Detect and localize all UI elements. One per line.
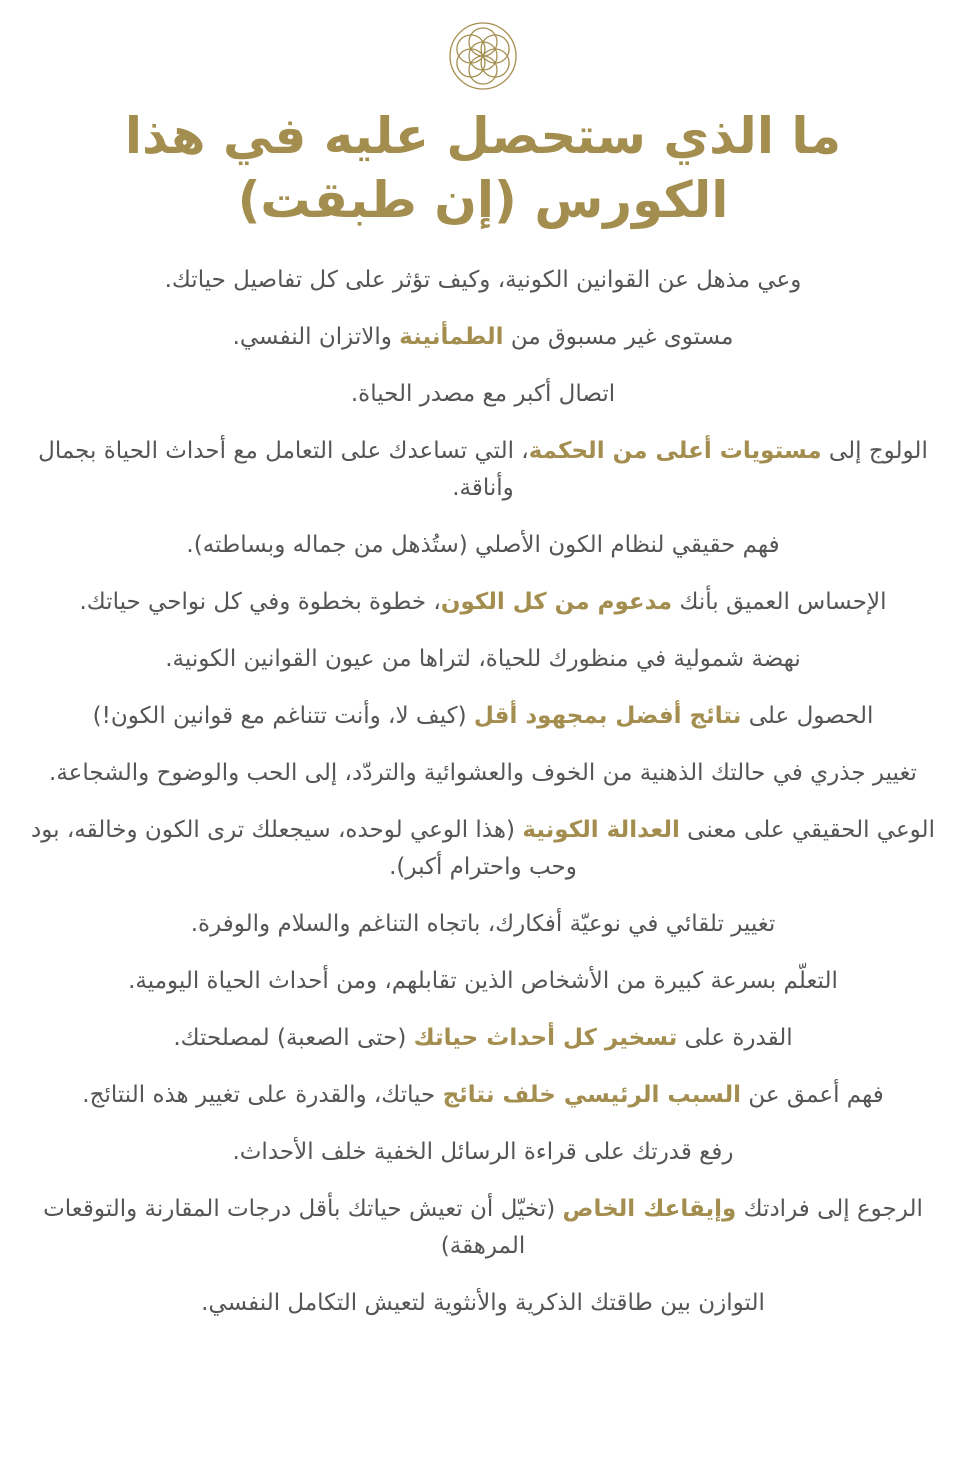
list-item-text: رفع قدرتك على قراءة الرسائل الخفية خلف الأحداث. xyxy=(232,1139,734,1165)
list-item-text: حياتك، والقدرة على تغيير هذه النتائج. xyxy=(82,1082,443,1108)
list-item-highlight: الطمأنينة xyxy=(399,324,504,350)
list-item xyxy=(16,262,950,299)
list-item xyxy=(16,1285,950,1322)
logo xyxy=(0,21,966,91)
list-item-text: التوازن بين طاقتك الذكرية والأنثوية لتعيش التكامل النفسي. xyxy=(201,1290,765,1316)
list-item xyxy=(16,1191,950,1265)
page-title: ما الذي ستحصل عليه في هذا الكورس (إن طبقت) xyxy=(124,107,842,229)
flower-of-life-icon xyxy=(448,21,518,91)
list-item-text: ، خطوة بخطوة وفي كل نواحي حياتك. xyxy=(79,589,441,615)
list-item-text: الرجوع إلى فرادتك xyxy=(736,1196,923,1222)
list-item-text: (تخيّل أن تعيش حياتك بأقل درجات المقارنة والتوقعات المرهقة) xyxy=(43,1196,563,1259)
list-item-text: فهم حقيقي لنظام الكون الأصلي (ستُذهل من جماله وبساطته). xyxy=(186,532,780,558)
list-item xyxy=(16,433,950,507)
list-item xyxy=(16,812,950,886)
list-item-text: القدرة على xyxy=(677,1025,793,1051)
list-item xyxy=(16,698,950,735)
list-item-text: ، التي تساعدك على التعامل مع أحداث الحياة بجمال وأناقة. xyxy=(38,438,529,501)
list-item-text: مستوى غير مسبوق من xyxy=(503,324,734,350)
list-item-text: فهم أعمق عن xyxy=(741,1082,884,1108)
list-item-text: والاتزان النفسي. xyxy=(232,324,400,350)
list-item-text: (حتى الصعبة) لمصلحتك. xyxy=(173,1025,414,1051)
list-item-highlight: وإيقاعك الخاص xyxy=(562,1196,737,1222)
benefits-list xyxy=(16,262,950,1342)
list-item xyxy=(16,376,950,413)
list-item-text: التعلّم بسرعة كبيرة من الأشخاص الذين تقابلهم، ومن أحداث الحياة اليومية. xyxy=(128,968,838,994)
list-item-text: الإحساس العميق بأنك xyxy=(672,589,887,615)
list-item-text: الولوج إلى xyxy=(821,438,928,464)
list-item xyxy=(16,527,950,564)
list-item xyxy=(16,641,950,678)
list-item-text: (هذا الوعي لوحده، سيجعلك ترى الكون وخالقه، بود وحب واحترام أكبر). xyxy=(31,817,577,880)
list-item-text: نهضة شمولية في منظورك للحياة، لتراها من عيون القوانين الكونية. xyxy=(165,646,801,672)
list-item-highlight: تسخير كل أحداث حياتك xyxy=(413,1025,678,1051)
list-item-highlight: نتائج أفضل بمجهود أقل xyxy=(473,703,742,729)
list-item-text: (كيف لا، وأنت تتناغم مع قوانين الكون!) xyxy=(92,703,474,729)
list-item xyxy=(16,963,950,1000)
list-item xyxy=(16,755,950,792)
list-item-text: تغيير تلقائي في نوعيّة أفكارك، باتجاه التناغم والسلام والوفرة. xyxy=(190,911,776,937)
list-item-text: اتصال أكبر مع مصدر الحياة. xyxy=(350,381,616,407)
list-item-highlight: السبب الرئيسي خلف نتائج xyxy=(442,1082,742,1108)
list-item-highlight: مدعوم من كل الكون xyxy=(440,589,673,615)
list-item xyxy=(16,319,950,356)
list-item-text: تغيير جذري في حالتك الذهنية من الخوف والعشوائية والتردّد، إلى الحب والوضوح والشجاعة. xyxy=(49,760,917,786)
list-item xyxy=(16,1077,950,1114)
list-item xyxy=(16,1134,950,1171)
list-item xyxy=(16,584,950,621)
list-item xyxy=(16,1020,950,1057)
list-item-highlight: مستويات أعلى من الحكمة xyxy=(528,438,822,464)
list-item-highlight: العدالة الكونية xyxy=(522,817,680,843)
list-item-text: وعي مذهل عن القوانين الكونية، وكيف تؤثر على كل تفاصيل حياتك. xyxy=(164,267,802,293)
list-item-text: الوعي الحقيقي على معنى xyxy=(679,817,935,843)
list-item-text: الحصول على xyxy=(741,703,874,729)
list-item xyxy=(16,906,950,943)
